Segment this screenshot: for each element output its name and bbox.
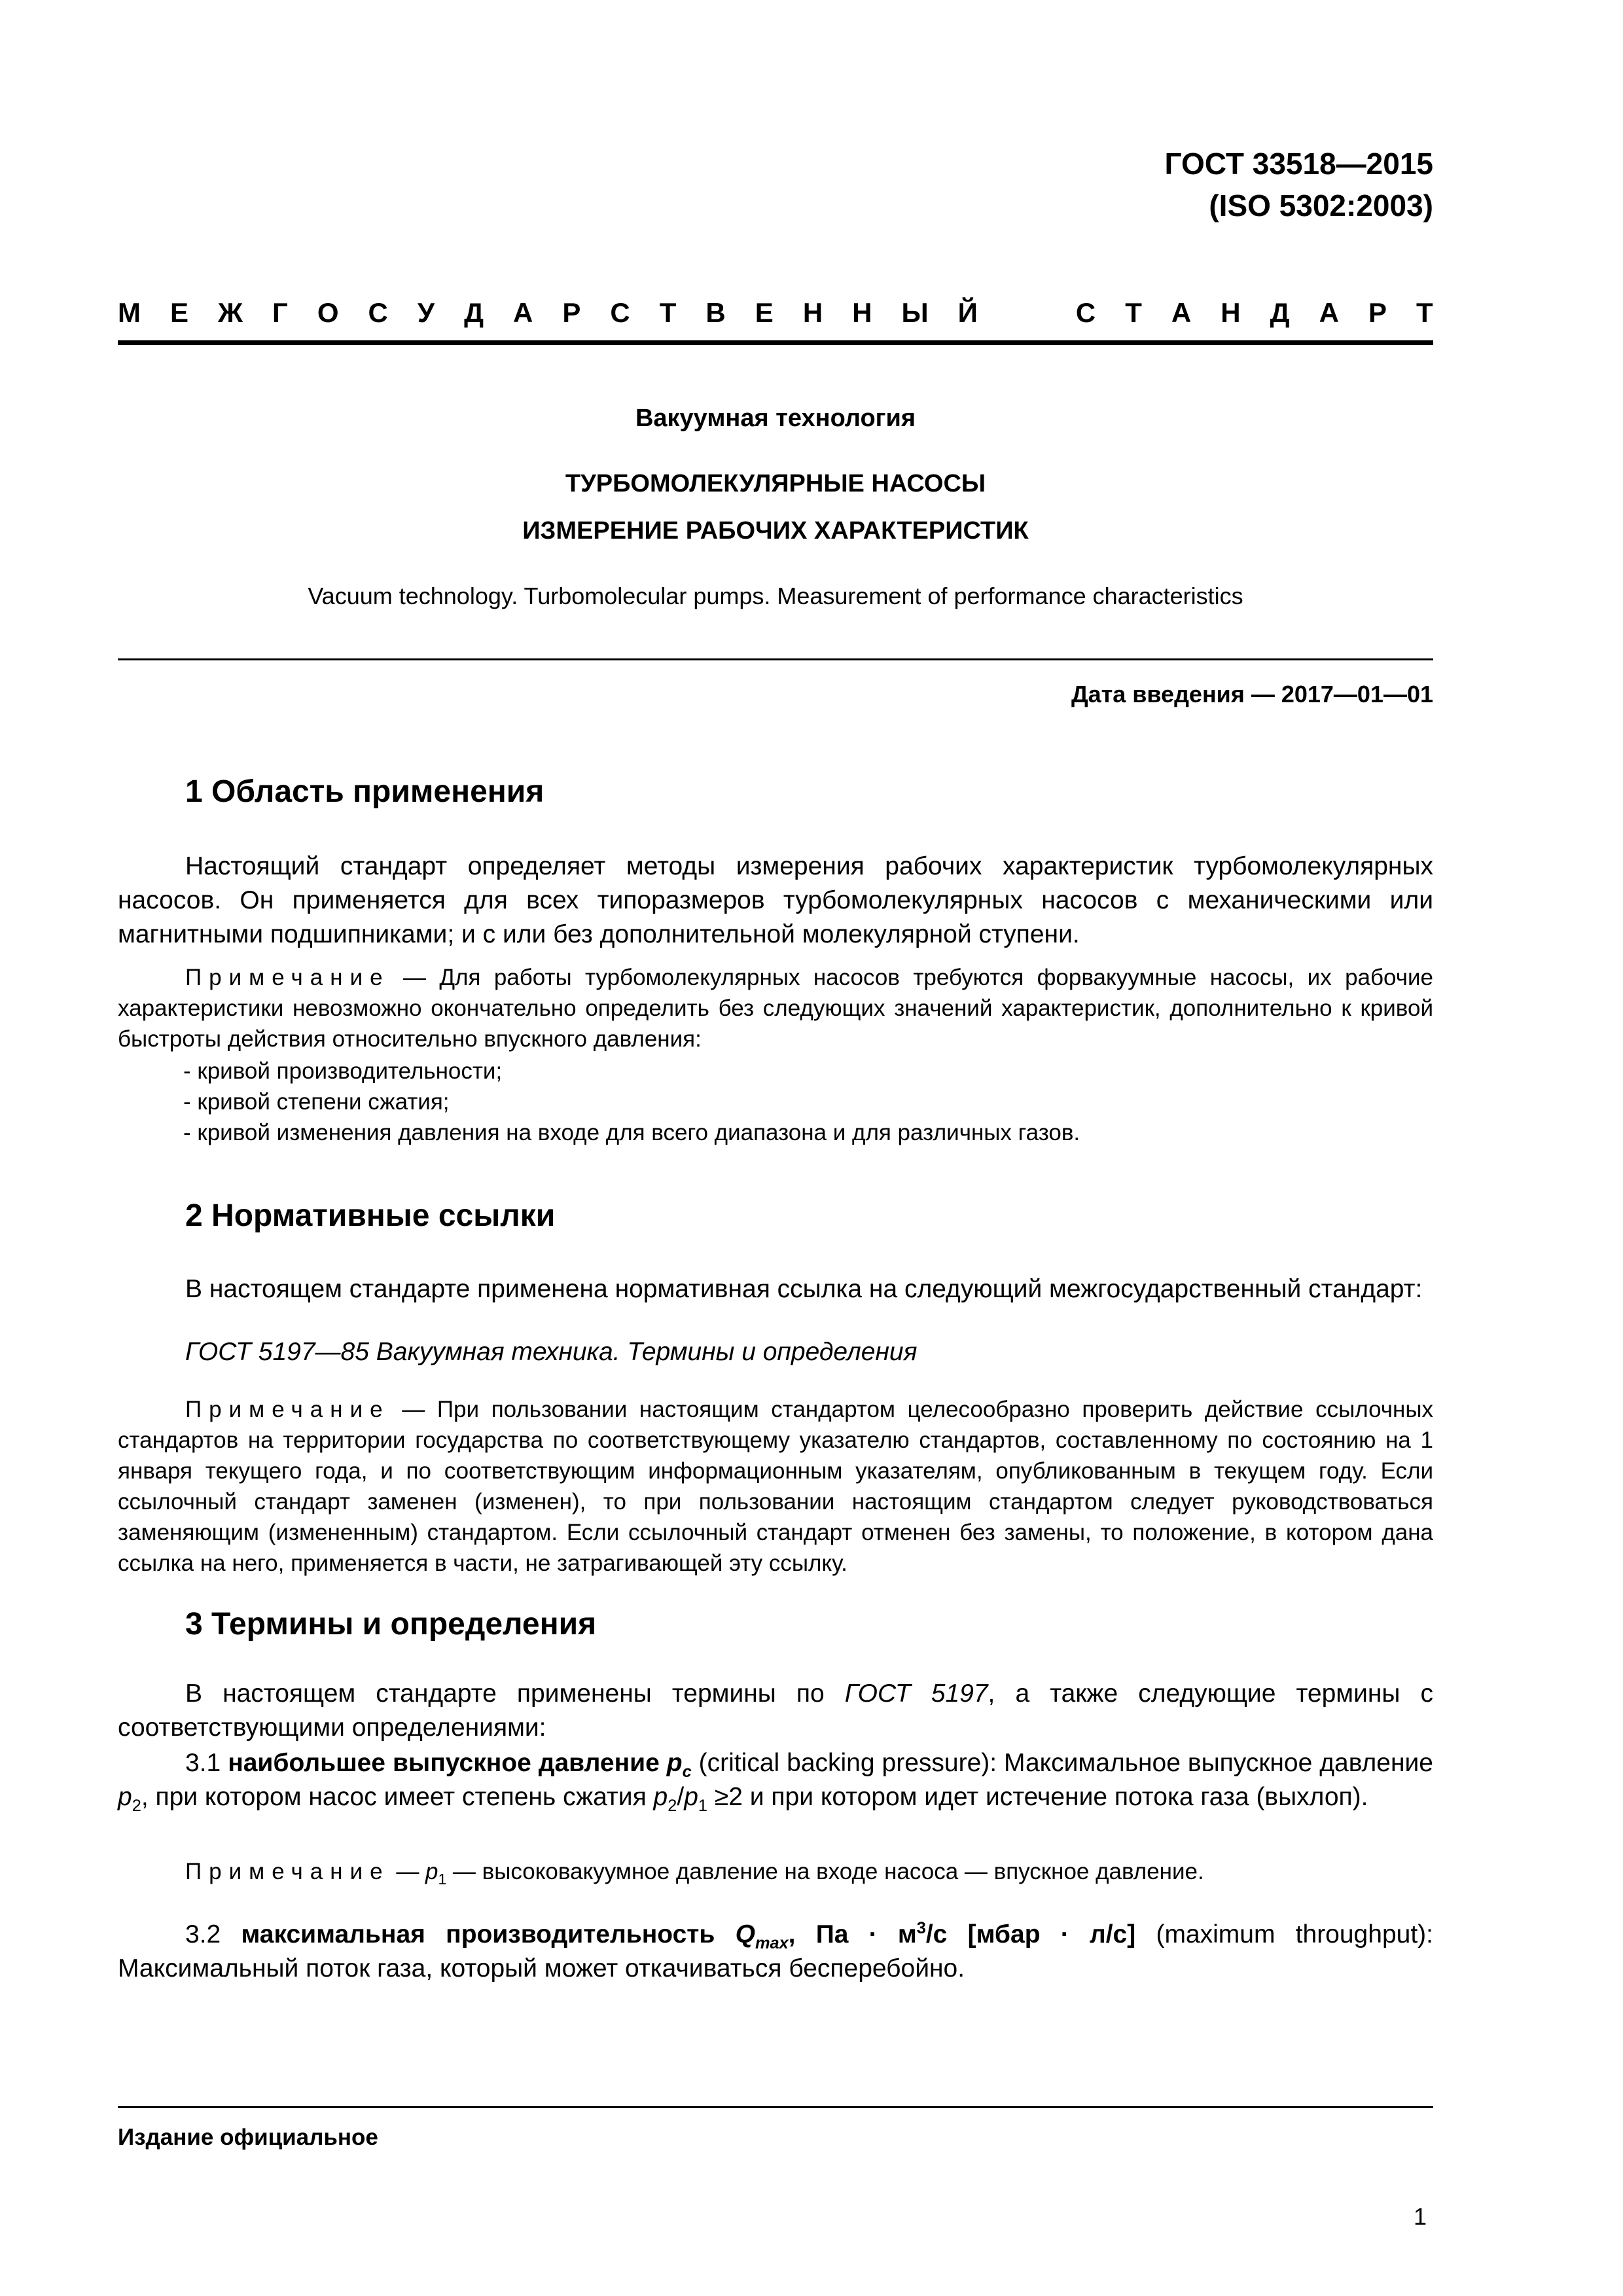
banner-letter: Т	[659, 297, 677, 328]
section-2-note	[118, 1394, 1433, 1579]
section-3-heading: 3 Термины и определения	[185, 1607, 597, 1641]
banner-letter: Е	[755, 297, 774, 328]
note-text: — При пользовании настоящим стандартом целесообразно проверить действие ссылочных стандартов на территории государства по соответствующему указателю стандартов, составленному по состоянию на 1 января текущего года, и по соответствующим информационным указателям, опубликованным в текущем году. Если ссылочный стандарт заменен (изменен), то при пользовании настоящим стандартом следует руководствоваться заменяющим (измененным) стандартом. Если ссылочный стандарт отменен без замены, то положение, в котором дана ссылка на него, применяется в части, не затрагивающей эту ссылку.	[118, 1397, 1433, 1576]
banner-letter: Е	[170, 297, 189, 328]
title-divider	[118, 658, 1433, 660]
banner-letter: С	[610, 297, 630, 328]
standard-banner	[118, 293, 1433, 332]
term-name: наибольшее выпускное давление	[228, 1749, 667, 1777]
banner-letter: С	[1075, 297, 1096, 328]
banner-letter: У	[417, 297, 435, 328]
list-item: - кривой производительности;	[183, 1058, 503, 1084]
note-label: Примечание	[185, 1859, 390, 1884]
banner-letter: Д	[464, 297, 484, 328]
note-label: Примечание	[185, 965, 390, 990]
note-text: — Для работы турбомолекулярных насосов требуются форвакуумные насосы, их рабочие характеристики невозможно окончательно определить без следующих значений характеристик, дополнительно к кривой быстроты действия относительно впускного давления:	[118, 965, 1433, 1052]
list-item: - кривой изменения давления на входе для всего диапазона и для различных газов.	[183, 1120, 1080, 1145]
english-title: Vacuum technology. Turbomolecular pumps. Measurement of performance characteristics	[308, 583, 1243, 609]
banner-letter: Н	[802, 297, 823, 328]
section-1-paragraph: Настоящий стандарт определяет методы измерения рабочих характеристик турбомолекулярных насосов. Он применяется для всех типоразмеров турбомолекулярных насосов с механическими или магнитными подшипниками; и с или без дополнительной молекулярной ступени.	[118, 852, 1433, 948]
banner-letter: А	[513, 297, 533, 328]
term-3-2: 3.2 максимальная производительность $Q_{max}$, Па · $м^3/с$ [мбар · л/с] (maximum throughput): Максимальный поток газа, который может откачиваться бесперебойно.	[118, 1919, 1433, 1982]
banner-divider	[118, 340, 1433, 345]
section-2-heading: 2 Нормативные ссылки	[185, 1198, 556, 1233]
list-item: - кривой степени сжатия;	[183, 1089, 450, 1115]
banner-letter: Н	[852, 297, 872, 328]
official-edition-label: Издание официальное	[118, 2125, 378, 2150]
note-label: Примечание	[185, 1397, 390, 1422]
banner-letter: Т	[1125, 297, 1142, 328]
section-3-paragraph: В настоящем стандарте применены термины по ГОСТ 5197, а также следующие термины с соответствующими определениями:	[118, 1679, 1433, 1742]
section-2-paragraph: В настоящем стандарте применена нормативная ссылка на следующий межгосударственный стандарт:	[185, 1275, 1423, 1303]
standard-code	[1165, 143, 1433, 226]
page-number: 1	[1413, 2203, 1427, 2230]
banner-letter: Р	[562, 297, 581, 328]
banner-letter: Ы	[901, 297, 929, 328]
section-1-list	[183, 1056, 1427, 1148]
banner-letter: Д	[1270, 297, 1290, 328]
banner-letter: А	[1319, 297, 1339, 328]
banner-letter: Н	[1221, 297, 1241, 328]
banner-letter: В	[705, 297, 726, 328]
section-1-note	[118, 962, 1433, 1054]
term-3-1: 3.1 наибольшее выпускное давление $p_c$ (critical backing pressure): Максимальное выпускное давление $p_2$, при котором насос имеет степень сжатия $p_2/p_1 \ge 2$ и при котором идет истечение потока газа (выхлоп).	[118, 1749, 1433, 1815]
iso-number: (ISO 5302:2003)	[1209, 188, 1433, 223]
banner-letter: Ж	[218, 297, 243, 328]
introduction-date: Дата введения — 2017—01—01	[1071, 681, 1433, 708]
term-name: максимальная производительность	[241, 1920, 736, 1948]
title-line-2: ИЗМЕРЕНИЕ РАБОЧИХ ХАРАКТЕРИСТИК	[522, 517, 1029, 545]
banner-letter: Й	[957, 297, 978, 328]
subtitle: Вакуумная технология	[635, 404, 916, 432]
banner-letter: Г	[272, 297, 288, 328]
section-1-heading: 1 Область применения	[185, 774, 544, 809]
normative-reference: ГОСТ 5197—85 Вакуумная техника. Термины и определения	[185, 1338, 918, 1366]
banner-letter: М	[118, 297, 141, 328]
title-line-1: ТУРБОМОЛЕКУЛЯРНЫЕ НАСОСЫ	[565, 470, 986, 497]
banner-letter: А	[1171, 297, 1192, 328]
banner-letter: С	[368, 297, 388, 328]
gost-reference: ГОСТ 5197	[844, 1679, 988, 1708]
banner-letter: О	[317, 297, 339, 328]
footer-divider	[118, 2106, 1433, 2108]
standard-number: ГОСТ 33518—2015	[1164, 147, 1433, 181]
section-3-note: Примечание — $p_1$ — высоковакуумное давление на входе насоса — впускное давление.	[185, 1859, 1204, 1888]
banner-letter: Р	[1368, 297, 1387, 328]
banner-letter: Т	[1416, 297, 1433, 328]
